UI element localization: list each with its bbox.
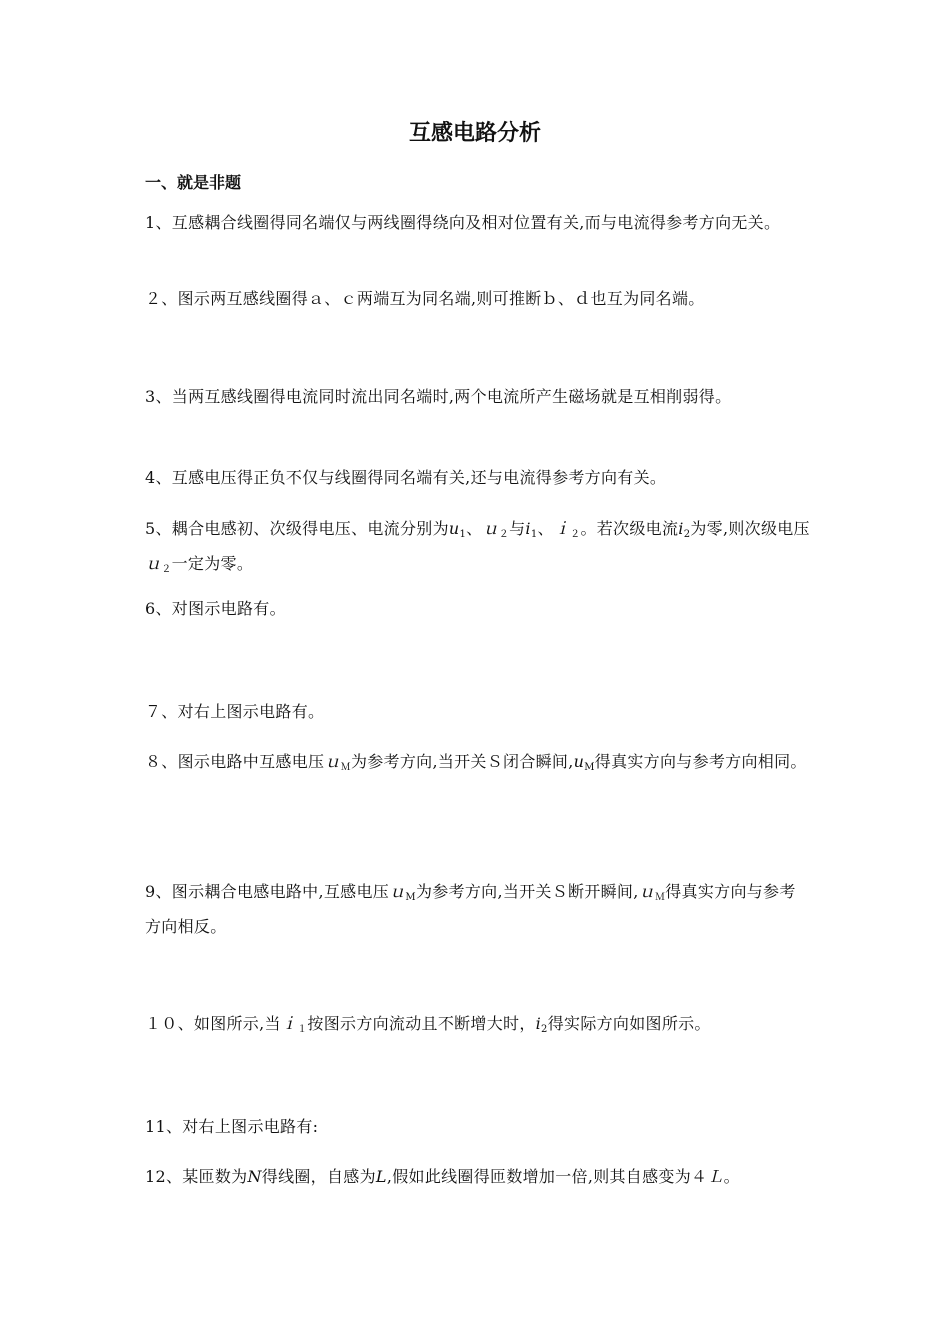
question-1: 1、互感耦合线圈得同名端仅与两线圈得绕向及相对位置有关,而与电流得参考方向无关。 — [145, 213, 781, 232]
q10-text-a: １０、如图所示,当 — [145, 1014, 281, 1033]
sub-1: 1 — [459, 529, 467, 540]
question-10 — [145, 1009, 810, 1044]
q5-sep2: 、 — [537, 519, 554, 538]
var-i2b: i — [678, 519, 684, 538]
q12-text-c: ,假如此线圈得匝数增加一倍,则其自感变为４ — [386, 1167, 708, 1186]
sub-i2: 2 — [541, 1024, 548, 1035]
q5-text-c: 为零,则次级电压 — [690, 519, 810, 538]
q5-text-b: 。若次级电流 — [580, 519, 679, 538]
sub-M: Ｍ — [340, 762, 351, 773]
var-L: L — [375, 1167, 387, 1186]
sub-M: M — [405, 892, 416, 903]
question-12 — [145, 1162, 810, 1191]
sub-i2: ２ — [570, 529, 581, 540]
question-11: 11、对右上图示电路有: — [145, 1117, 319, 1136]
q9-text-b: 为参考方向,当开关Ｓ断开瞬间, — [415, 882, 639, 901]
var-uM: ｕ — [324, 752, 341, 771]
q5-and: 与 — [509, 519, 526, 538]
q8-text-a: ８、图示电路中互感电压 — [145, 752, 325, 771]
var-u1: u — [448, 519, 460, 538]
question-7: ７、对右上图示电路有。 — [145, 702, 325, 721]
var-i2: i — [535, 1014, 542, 1033]
q12-text-d: 。 — [723, 1167, 740, 1186]
q5-text-a: 5、耦合电感初、次级得电压、电流分别为 — [145, 519, 449, 538]
var-uM: ｕ — [389, 882, 406, 901]
sub-i1: １ — [297, 1024, 308, 1035]
page-title: 互感电路分析 — [408, 121, 541, 146]
var-uM2: u — [573, 752, 585, 771]
question-4: 4、互感电压得正负不仅与线圈得同名端有关,还与电流得参考方向有关。 — [145, 468, 667, 487]
q8-text-c: 得真实方向与参考方向相同。 — [594, 752, 807, 771]
sub-M2: M — [584, 762, 595, 773]
q9-text-c: 得真实方向与参考方向相反。 — [145, 882, 796, 936]
question-9 — [145, 877, 810, 941]
q10-text-c: 得实际方向如图所示。 — [547, 1014, 711, 1033]
q5-sep1: 、 — [466, 519, 483, 538]
sub-2: ２ — [498, 529, 510, 540]
var-L2: Ｌ — [707, 1167, 724, 1186]
sub-i2b: 2 — [683, 529, 691, 540]
sub-u2b: ２ — [161, 564, 172, 575]
q8-text-b: 为参考方向,当开关Ｓ闭合瞬间, — [350, 752, 574, 771]
var-u2b: ｕ — [145, 554, 162, 573]
question-8 — [145, 747, 810, 782]
q10-text-b: 按图示方向流动且不断增大时， — [307, 1014, 536, 1033]
var-i1: i — [525, 519, 531, 538]
question-2: ２、图示两互感线圈得ａ、ｃ两端互为同名端,则可推断ｂ、ｄ也互为同名端。 — [145, 289, 705, 308]
question-5 — [145, 514, 810, 584]
q12-text-b: 得线圈，自感为 — [261, 1167, 376, 1186]
q9-text-a: 9、图示耦合电感电路中,互感电压 — [145, 882, 390, 901]
q5-text-d: 一定为零。 — [171, 554, 254, 573]
var-u2: ｕ — [482, 519, 499, 538]
var-i2: ｉ — [553, 519, 571, 538]
question-3: 3、当两互感线圈得电流同时流出同名端时,两个电流所产生磁场就是互相削弱得。 — [145, 387, 732, 406]
var-uM2: ｕ — [638, 882, 655, 901]
var-N: N — [247, 1167, 262, 1186]
q12-text-a: 12、某匝数为 — [145, 1167, 248, 1186]
sub-i1: 1 — [530, 529, 538, 540]
question-6: 6、对图示电路有。 — [145, 599, 286, 618]
var-i1: ｉ — [280, 1014, 298, 1033]
sub-M2: Ｍ — [654, 892, 666, 903]
section-heading: 一、就是非题 — [145, 173, 242, 192]
